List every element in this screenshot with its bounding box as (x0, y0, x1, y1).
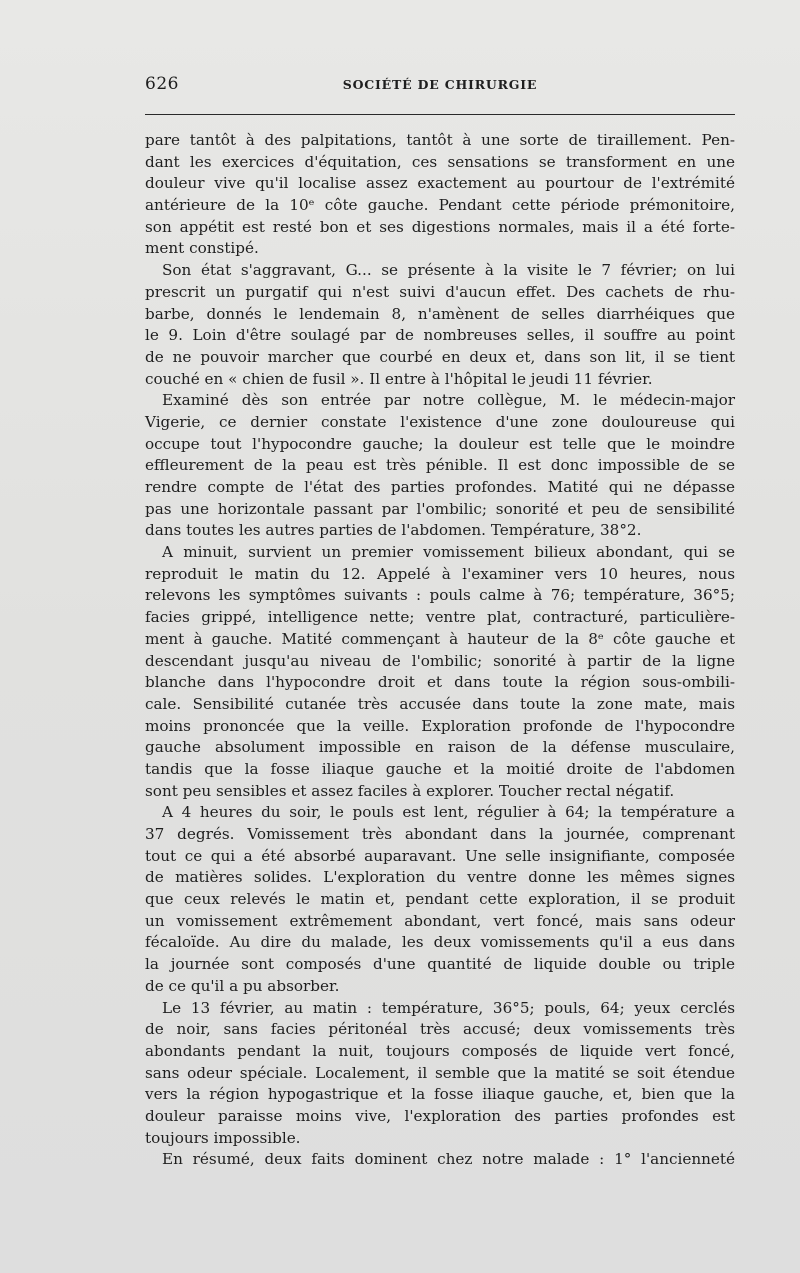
text-line: prescrit un purgatif qui n'est suivi d'aucun effet. Des cachets de rhu- (145, 282, 735, 301)
body-text (145, 130, 735, 1171)
page-number: 626 (145, 74, 179, 94)
text-line: rendre compte de l'état des parties profondes. Matité qui ne dépasse (145, 478, 735, 496)
text-line: dant les exercices d'équitation, ces sensations se transforment en une (145, 152, 735, 171)
text-line: de noir, sans facies péritonéal très accusé; deux vomissements très (145, 1020, 735, 1039)
text-line: blanche dans l'hypocondre droit et dans toute la région sous-ombili- (145, 673, 735, 692)
text-line: Vigerie, ce dernier constate l'existence d'une zone douloureuse qui (145, 412, 735, 431)
text-line: de ce qu'il a pu absorber. (145, 976, 340, 995)
text-line: un vomissement extrêmement abondant, vert foncé, mais sans odeur (145, 911, 735, 930)
text-line: effleurement de la peau est très pénible. Il est donc impossible de se (145, 456, 735, 475)
text-line: facies grippé, intelligence nette; ventre plat, contracturé, particulière- (145, 608, 735, 627)
text-line: A 4 heures du soir, le pouls est lent, régulier à 64; la température a (162, 803, 735, 822)
text-line: relevons les symptômes suivants : pouls calme à 76; température, 36°5; (145, 586, 735, 605)
text-line: de matières solides. L'exploration du ventre donne les mêmes signes (145, 868, 735, 887)
text-line: abondants pendant la nuit, toujours composés de liquide vert foncé, (145, 1041, 735, 1060)
text-line: Examiné dès son entrée par notre collègue, M. le médecin-major (162, 391, 735, 410)
text-line: sont peu sensibles et assez faciles à explorer. Toucher rectal négatif. (145, 781, 675, 800)
text-line: antérieure de la 10ᵉ côte gauche. Pendant cette période prémonitoire, (145, 196, 735, 215)
text-line: vers la région hypogastrique et la fosse iliaque gauche, et, bien que la (145, 1085, 735, 1104)
text-line: En résumé, deux faits dominent chez notre malade : 1° l'ancienneté (162, 1150, 735, 1169)
text-line: que ceux relevés le matin et, pendant cette exploration, il se produit (145, 890, 735, 909)
text-line: cale. Sensibilité cutanée très accusée dans toute la zone mate, mais (145, 694, 735, 713)
text-line: Son état s'aggravant, G... se présente à la visite le 7 février; on lui (162, 261, 735, 280)
text-line: dans toutes les autres parties de l'abdomen. Température, 38°2. (145, 521, 642, 540)
text-line: reproduit le matin du 12. Appelé à l'examiner vers 10 heures, nous (145, 564, 735, 583)
text-line: sans odeur spéciale. Localement, il semble que la matité se soit étendue (145, 1063, 735, 1082)
text-line: douleur paraisse moins vive, l'exploration des parties profondes est (145, 1106, 735, 1125)
text-line: pas une horizontale passant par l'ombilic; sonorité et peu de sensibilité (145, 499, 735, 518)
text-line: Le 13 février, au matin : température, 36°5; pouls, 64; yeux cerclés (162, 998, 735, 1017)
text-line: toujours impossible. (145, 1128, 301, 1147)
text-line: ment à gauche. Matité commençant à hauteur de la 8ᵉ côte gauche et (145, 629, 735, 648)
text-line: occupe tout l'hypocondre gauche; la douleur est telle que le moindre (145, 434, 735, 453)
text-line: descendant jusqu'au niveau de l'ombilic; sonorité à partir de la ligne (145, 651, 735, 670)
text-line: barbe, donnés le lendemain 8, n'amènent de selles diarrhéiques que (145, 304, 735, 323)
running-title: SOCIÉTÉ DE CHIRURGIE (342, 77, 538, 92)
text-line: fécaloïde. Au dire du malade, les deux vomissements qu'il a eus dans (145, 933, 735, 952)
text-line: moins prononcée que la veille. Exploration profonde de l'hypocondre (145, 716, 735, 735)
header-rule (145, 114, 735, 115)
text-line: ment constipé. (145, 239, 259, 258)
text-line: de ne pouvoir marcher que courbé en deux et, dans son lit, il se tient (145, 347, 735, 366)
text-line: pare tantôt à des palpitations, tantôt à une sorte de tiraillement. Pen- (145, 131, 735, 149)
text-line: le 9. Loin d'être soulagé par de nombreuses selles, il souffre au point (145, 326, 735, 345)
text-line: 37 degrés. Vomissement très abondant dans la journée, comprenant (145, 825, 735, 843)
text-line: son appétit est resté bon et ses digestions normales, mais il a été forte- (145, 217, 735, 236)
text-line: tandis que la fosse iliaque gauche et la moitié droite de l'abdomen (145, 759, 735, 778)
text-line: A minuit, survient un premier vomissement bilieux abondant, qui se (162, 543, 735, 562)
page-header (145, 74, 735, 100)
text-line: la journée sont composés d'une quantité de liquide double ou triple (145, 955, 735, 974)
text-line: tout ce qui a été absorbé auparavant. Une selle insignifiante, composée (145, 846, 735, 865)
text-line: couché en « chien de fusil ». Il entre à l'hôpital le jeudi 11 février. (145, 369, 653, 388)
text-line: douleur vive qu'il localise assez exactement au pourtour de l'extrémité (145, 174, 735, 193)
text-line: gauche absolument impossible en raison de la défense musculaire, (145, 738, 735, 757)
